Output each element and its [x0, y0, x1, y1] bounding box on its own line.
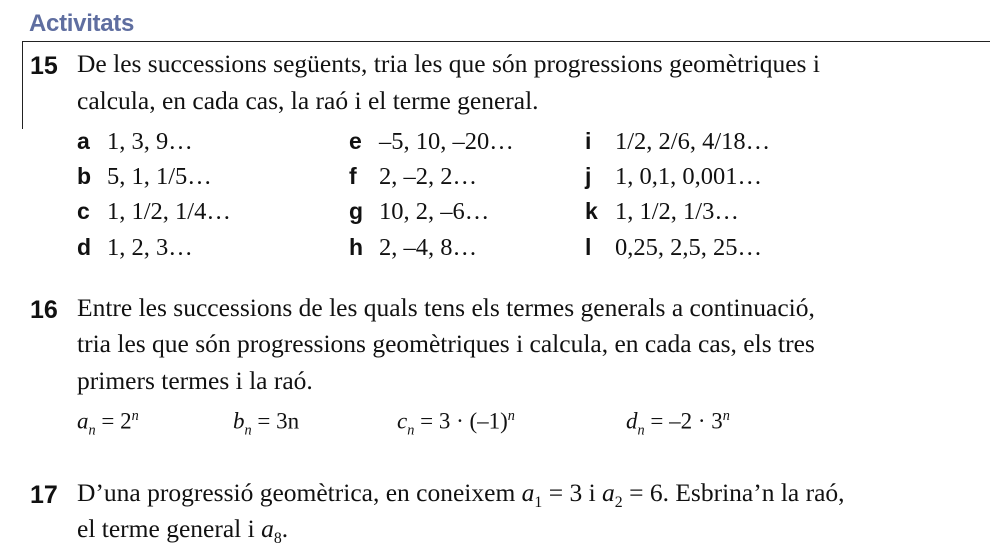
item-sequence: 2, –4, 8… [379, 234, 477, 261]
item-sequence: 1, 1/2, 1/4… [107, 198, 231, 225]
item-letter: f [349, 163, 357, 189]
list-item [77, 163, 212, 191]
exercise-15-line-2: calcula, en cada cas, la raó i el terme general. [77, 86, 539, 115]
item-letter: i [585, 128, 592, 154]
item-letter: c [77, 198, 90, 224]
exercise-16-line-1: Entre les successions de les quals tens els termes generals a continuació, [77, 293, 815, 322]
item-letter: j [585, 163, 592, 189]
section-heading: Activitats [29, 10, 135, 37]
item-sequence: 5, 1, 1/5… [107, 163, 212, 190]
item-letter: h [349, 234, 364, 260]
item-letter: a [77, 128, 90, 154]
item-sequence: 1/2, 2/6, 4/18… [615, 128, 771, 155]
item-letter: k [585, 198, 598, 224]
item-letter: l [585, 234, 592, 260]
item-sequence: 0,25, 2,5, 25… [615, 234, 762, 261]
list-item [77, 198, 231, 226]
list-item [349, 163, 477, 191]
item-letter: d [77, 234, 92, 260]
item-sequence: 1, 1/2, 1/3… [615, 198, 739, 225]
item-sequence: 1, 2, 3… [107, 234, 193, 261]
list-item [585, 234, 762, 262]
formula-c: $c_n = 3 \cdot (-1)^n$ [397, 408, 515, 439]
exercise-15-line-1: De les successions següents, tria les que són progressions geomètriques i [77, 49, 820, 78]
item-letter: g [349, 198, 364, 224]
item-sequence: 2, –2, 2… [379, 163, 477, 190]
formula-d: $d_n = -2 \cdot 3^n$ [626, 408, 730, 439]
list-item [349, 198, 489, 226]
item-sequence: –5, 10, –20… [379, 128, 514, 155]
exercise-16-line-2: tria les que són progressions geomètriques i calcula, en cada cas, els tres [77, 329, 815, 358]
exercise-17-line-1: D’una progressió geomètrica, en coneixem $a_1 = 3$ i $a_2 = 6$. Esbrina’n la raó, [77, 478, 845, 512]
list-item [585, 128, 770, 156]
list-item [77, 234, 193, 262]
header-rule [22, 41, 990, 42]
exercise-16-line-3: primers termes i la raó. [77, 366, 313, 395]
list-item [349, 128, 514, 156]
item-letter: b [77, 163, 92, 189]
exercise-number: 15 [30, 52, 58, 80]
item-sequence: 1, 3, 9… [107, 128, 193, 155]
list-item [585, 163, 762, 191]
item-sequence: 10, 2, –6… [379, 198, 490, 225]
exercise-number: 17 [30, 481, 58, 509]
exercise-17-line-2: el terme general i $a_8$. [77, 514, 289, 548]
item-letter: e [349, 128, 362, 154]
formula-b: $b_n = 3n$ [233, 408, 300, 439]
list-item [585, 198, 739, 226]
formula-a: $a_n = 2^n$ [77, 408, 139, 439]
exercise-number: 16 [30, 296, 58, 324]
item-sequence: 1, 0,1, 0,001… [615, 163, 762, 190]
list-item [349, 234, 477, 262]
side-rule [22, 41, 23, 129]
list-item [77, 128, 193, 156]
